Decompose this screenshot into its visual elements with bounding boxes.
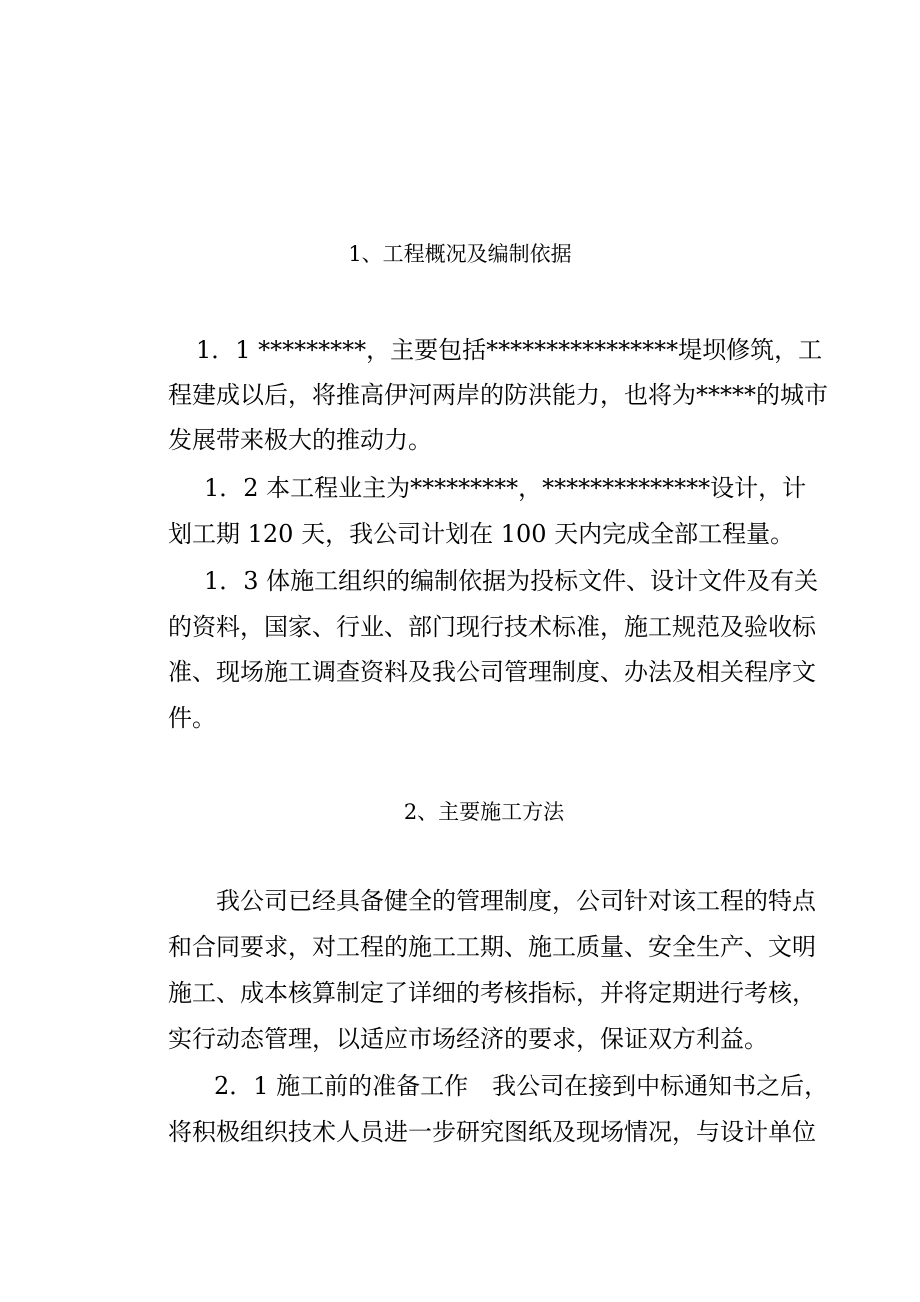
paragraph-2-1-line: 2．1 施工前的准备工作 我公司在接到中标通知书之后， bbox=[214, 1072, 829, 1100]
paragraph-1-2-line: 1．2 本工程业主为*********，**************设计，计 bbox=[204, 474, 807, 502]
paragraph-1-3-line: 的资料，国家、行业、部门现行技术标准，施工规范及验收标 bbox=[168, 613, 816, 641]
paragraph-1-3-line: 件。 bbox=[168, 704, 216, 732]
paragraph-1-2-line: 划工期 120 天，我公司计划在 100 天内完成全部工程量。 bbox=[168, 520, 795, 548]
paragraph-1-3-line: 准、现场施工调查资料及我公司管理制度、办法及相关程序文 bbox=[168, 658, 816, 686]
paragraph-2-intro-line: 和合同要求，对工程的施工工期、施工质量、安全生产、文明 bbox=[168, 933, 816, 961]
paragraph-1-1-line: 发展带来极大的推动力。 bbox=[168, 426, 432, 454]
paragraph-1-1-line: 程建成以后，将推高伊河两岸的防洪能力，也将为*****的城市 bbox=[168, 381, 828, 409]
paragraph-1-3-line: 1．3 体施工组织的编制依据为投标文件、设计文件及有关 bbox=[204, 567, 819, 595]
paragraph-2-intro-line: 我公司已经具备健全的管理制度，公司针对该工程的特点 bbox=[216, 887, 816, 915]
section-2-heading: 2、主要施工方法 bbox=[403, 800, 565, 824]
paragraph-2-intro-line: 实行动态管理，以适应市场经济的要求，保证双方利益。 bbox=[168, 1025, 768, 1053]
paragraph-2-1-line: 将积极组织技术人员进一步研究图纸及现场情况，与设计单位 bbox=[168, 1118, 816, 1146]
paragraph-2-intro-line: 施工、成本核算制定了详细的考核指标，并将定期进行考核， bbox=[168, 979, 816, 1007]
section-1-heading: 1、工程概况及编制依据 bbox=[348, 242, 572, 266]
paragraph-1-1-line: 1．1 *********，主要包括****************堤坝修筑，工 bbox=[196, 336, 823, 364]
